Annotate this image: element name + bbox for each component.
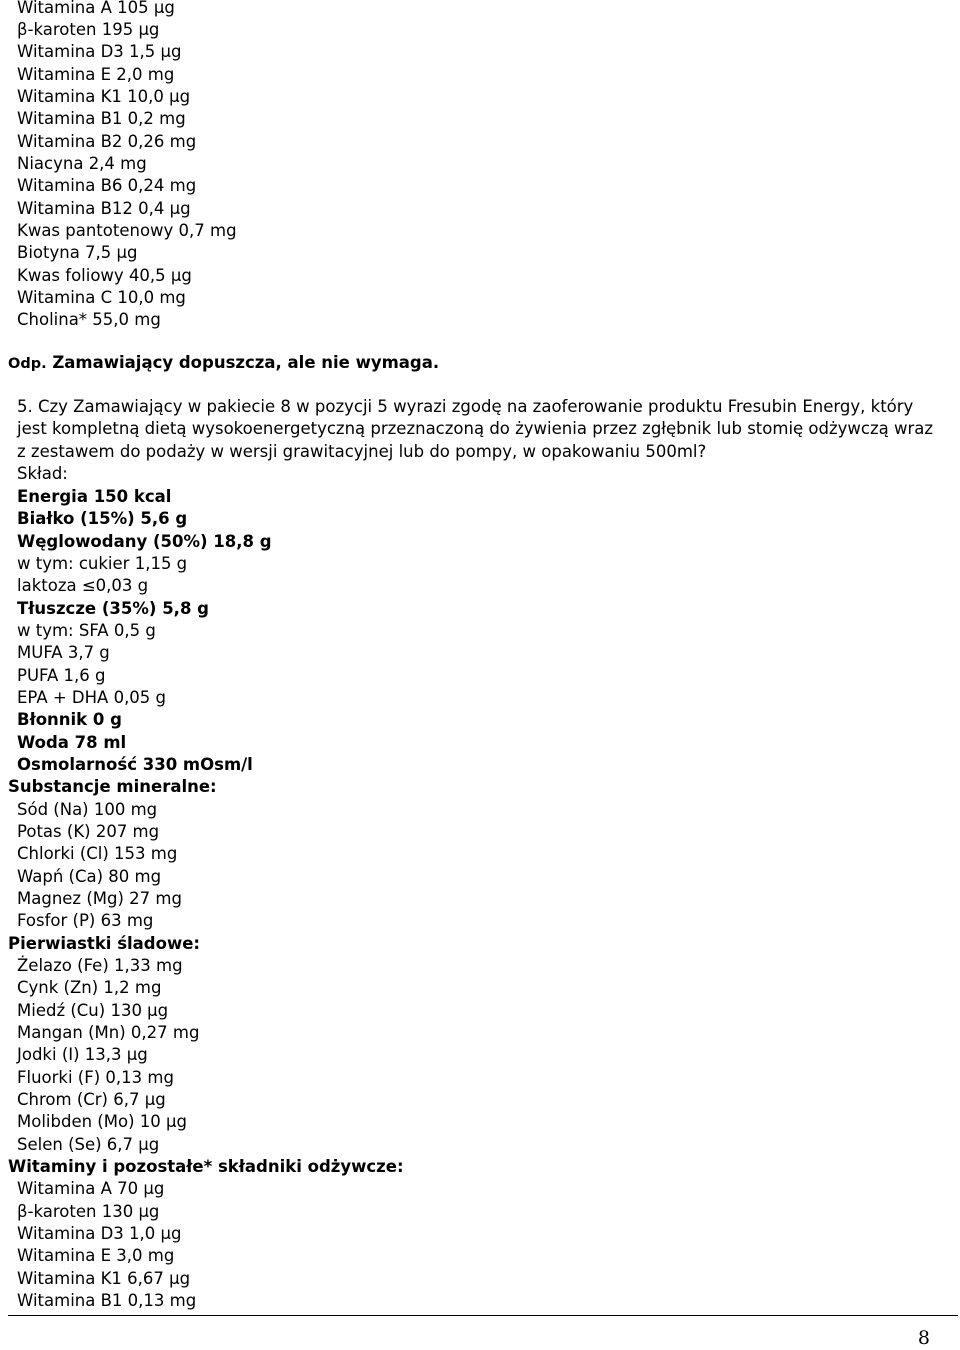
composition-item: Woda 78 ml — [17, 733, 127, 752]
vitamin-item: Witamina K1 10,0 µg — [17, 87, 191, 106]
mineral-item: Potas (K) 207 mg — [17, 822, 160, 841]
mineral-item: Wapń (Ca) 80 mg — [17, 867, 162, 886]
vitamin-item: Witamina C 10,0 mg — [17, 288, 186, 307]
trace-element-item: Selen (Se) 6,7 µg — [17, 1135, 160, 1154]
composition-heading: Skład: — [17, 464, 68, 483]
vitamin-item: Niacyna 2,4 mg — [17, 154, 147, 173]
vitamin-item: Biotyna 7,5 µg — [17, 243, 138, 262]
trace-element-item: Chrom (Cr) 6,7 µg — [17, 1090, 166, 1109]
composition-item: Błonnik 0 g — [17, 710, 122, 729]
vitamin-item: β-karoten 130 µg — [17, 1202, 160, 1221]
trace-element-item: Żelazo (Fe) 1,33 mg — [17, 956, 183, 975]
vitamin-item: β-karoten 195 µg — [17, 20, 160, 39]
composition-item: w tym: SFA 0,5 g — [17, 621, 156, 640]
vitamin-item: Witamina B2 0,26 mg — [17, 132, 197, 151]
composition-item: Białko (15%) 5,6 g — [17, 509, 188, 528]
vitamin-item: Kwas foliowy 40,5 µg — [17, 266, 192, 285]
vitamins-heading: Witaminy i pozostałe* składniki odżywcze: — [8, 1157, 404, 1176]
composition-item: Osmolarność 330 mOsm/l — [17, 755, 253, 774]
vitamin-item: Witamina E 3,0 mg — [17, 1246, 175, 1265]
vitamin-item: Cholina* 55,0 mg — [17, 310, 161, 329]
vitamin-item: Witamina E 2,0 mg — [17, 65, 175, 84]
trace-element-item: Miedź (Cu) 130 µg — [17, 1001, 169, 1020]
answer-text: Zamawiający dopuszcza, ale nie wymaga. — [46, 353, 440, 372]
mineral-item: Magnez (Mg) 27 mg — [17, 889, 182, 908]
answer-line — [8, 352, 439, 374]
answer-prefix: Odp. — [8, 356, 47, 372]
page-number: 8 — [917, 1327, 930, 1349]
composition-item: EPA + DHA 0,05 g — [17, 688, 167, 707]
composition-item: w tym: cukier 1,15 g — [17, 554, 188, 573]
vitamin-item: Witamina D3 1,5 µg — [17, 42, 182, 61]
mineral-item: Chlorki (Cl) 153 mg — [17, 844, 178, 863]
question-paragraph: 5. Czy Zamawiający w pakiecie 8 w pozycji 5 wyrazi zgodę na zaoferowanie produktu Fresubin Energy, który jest kompletną dietą wysokoenergetyczną przeznaczoną do żywienia przez zgłębnik lub stomię odżywczą wraz z zestawem do podaży w wersji grawitacyjnej lub do pompy, w opakowaniu 500ml? — [17, 397, 934, 461]
composition-item: Tłuszcze (35%) 5,8 g — [17, 599, 209, 618]
trace-element-item: Molibden (Mo) 10 µg — [17, 1112, 187, 1131]
minerals-heading: Substancje mineralne: — [8, 777, 217, 796]
vitamin-item: Witamina A 105 µg — [17, 0, 175, 17]
trace-element-item: Mangan (Mn) 0,27 mg — [17, 1023, 200, 1042]
mineral-item: Fosfor (P) 63 mg — [17, 911, 154, 930]
trace-elements-heading: Pierwiastki śladowe: — [8, 934, 200, 953]
trace-element-item: Fluorki (F) 0,13 mg — [17, 1068, 174, 1087]
composition-item: Energia 150 kcal — [17, 487, 172, 506]
composition-item: PUFA 1,6 g — [17, 666, 106, 685]
vitamin-item: Witamina B1 0,2 mg — [17, 109, 186, 128]
composition-item: laktoza ≤0,03 g — [17, 576, 149, 595]
composition-item: Węglowodany (50%) 18,8 g — [17, 532, 272, 551]
vitamin-item: Witamina B1 0,13 mg — [17, 1291, 197, 1310]
mineral-item: Sód (Na) 100 mg — [17, 800, 158, 819]
vitamin-item: Kwas pantotenowy 0,7 mg — [17, 221, 237, 240]
vitamin-item: Witamina K1 6,67 µg — [17, 1269, 191, 1288]
vitamin-item: Witamina D3 1,0 µg — [17, 1224, 182, 1243]
composition-item: MUFA 3,7 g — [17, 643, 110, 662]
trace-element-item: Cynk (Zn) 1,2 mg — [17, 978, 162, 997]
vitamin-item: Witamina B12 0,4 µg — [17, 199, 191, 218]
trace-element-item: Jodki (I) 13,3 µg — [17, 1045, 148, 1064]
footer-divider — [8, 1315, 958, 1316]
vitamin-item: Witamina A 70 µg — [17, 1179, 165, 1198]
vitamin-item: Witamina B6 0,24 mg — [17, 176, 197, 195]
